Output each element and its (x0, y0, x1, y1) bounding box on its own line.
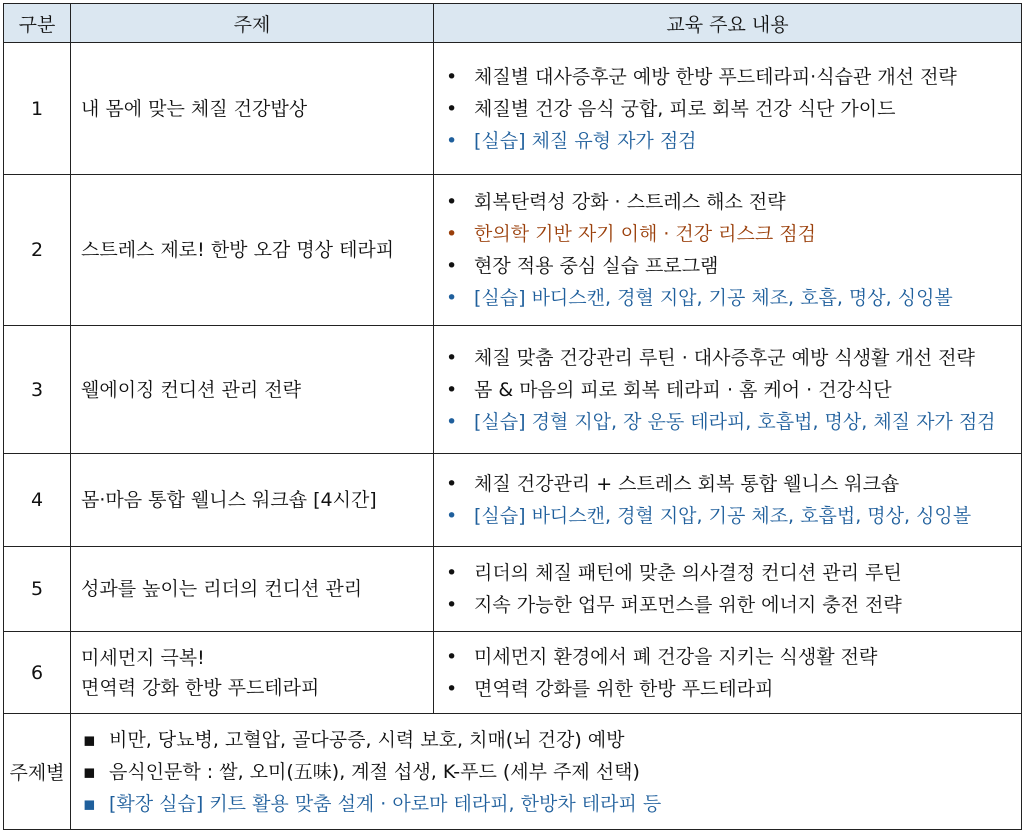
content-item-text: 한의학 기반 자기 이해 · 건강 리스크 점검 (474, 223, 816, 245)
row-topic-line: 스트레스 제로! 한방 오감 명상 테라피 (81, 239, 395, 261)
square-bullet-icon: ▪ (83, 792, 96, 815)
content-list (444, 641, 1021, 705)
bullet-icon: • (446, 129, 458, 152)
row-topic (71, 326, 434, 454)
content-item-text: 몸 & 마음의 피로 회복 테라피 · 홈 케어 · 건강식단 (474, 378, 892, 401)
row-topic (71, 632, 434, 714)
row-topic-line: 성과를 높이는 리더의 컨디션 관리 (81, 578, 363, 600)
row-number: 1 (4, 43, 71, 175)
row-topic-line: 미세먼지 극복! (81, 646, 205, 669)
content-item-text: 미세먼지 환경에서 폐 건강을 지키는 식생활 전략 (474, 645, 878, 668)
table-row (4, 326, 1022, 454)
by-topic-content (71, 714, 1022, 830)
content-item (81, 788, 1021, 820)
header-category: 구분 (4, 4, 71, 43)
content-item-text: [실습] 바디스캔, 경혈 지압, 기공 체조, 호흡, 명상, 싱잉볼 (474, 287, 953, 309)
content-item (444, 557, 1021, 589)
bullet-icon: • (446, 594, 458, 616)
content-item-text: 회복탄력성 강화 · 스트레스 해소 전략 (474, 191, 786, 213)
row-content (434, 175, 1022, 326)
row-topic (71, 175, 434, 326)
bullet-icon: • (446, 645, 458, 668)
content-item-text: 리더의 체질 패턴에 맞춘 의사결정 컨디션 관리 루틴 (474, 562, 902, 584)
bullet-icon: • (446, 223, 458, 245)
content-list (444, 186, 1021, 314)
curriculum-table (3, 3, 1022, 830)
content-item-text: [실습] 체질 유형 자가 점검 (474, 129, 697, 152)
table-row-by-topic (4, 714, 1022, 830)
row-number: 5 (4, 547, 71, 632)
bullet-icon: • (446, 473, 458, 495)
content-item (81, 724, 1021, 756)
content-item-text: 체질별 건강 음식 궁합, 피로 회복 건강 식단 가이드 (474, 97, 896, 120)
square-bullet-icon: ▪ (83, 760, 96, 783)
row-topic (71, 547, 434, 632)
bullet-icon: • (446, 287, 458, 309)
content-item-text: 면역력 강화를 위한 한방 푸드테라피 (474, 677, 774, 700)
content-item (444, 406, 1021, 438)
content-list (444, 61, 1021, 157)
bullet-icon: • (446, 65, 458, 88)
content-item-text: [확장 실습] 키트 활용 맞춤 설계 · 아로마 테라피, 한방차 테라피 등 (109, 792, 662, 815)
row-number: 2 (4, 175, 71, 326)
content-item-text: 체질 맞춤 건강관리 루틴 · 대사증후군 예방 식생활 개선 전략 (474, 346, 975, 369)
content-item (444, 61, 1021, 93)
content-item (444, 250, 1021, 282)
content-item-text: 지속 가능한 업무 퍼포먼스를 위한 에너지 충전 전략 (474, 594, 902, 616)
bullet-icon: • (446, 378, 458, 401)
content-list (81, 724, 1021, 820)
content-item (444, 186, 1021, 218)
row-content (434, 632, 1022, 714)
bullet-icon: • (446, 346, 458, 369)
row-number: 4 (4, 454, 71, 547)
row-number: 6 (4, 632, 71, 714)
content-item-text: 현장 적용 중심 실습 프로그램 (474, 255, 719, 277)
content-item-text: [실습] 바디스캔, 경혈 지압, 기공 체조, 호흡법, 명상, 싱잉볼 (474, 505, 972, 527)
content-item (81, 756, 1021, 788)
content-list (444, 342, 1021, 438)
bullet-icon: • (446, 505, 458, 527)
row-topic-line: 몸·마음 통합 웰니스 워크숍 [4시간] (81, 489, 377, 511)
content-item (444, 342, 1021, 374)
header-content: 교육 주요 내용 (434, 4, 1022, 43)
content-item-text: 체질별 대사증후군 예방 한방 푸드테라피·식습관 개선 전략 (474, 65, 957, 88)
bullet-icon: • (446, 562, 458, 584)
content-item (444, 125, 1021, 157)
row-content (434, 43, 1022, 175)
square-bullet-icon: ▪ (83, 728, 96, 751)
row-topic-line: 웰에이징 컨디션 관리 전략 (81, 378, 302, 401)
row-content (434, 454, 1022, 547)
content-list (444, 468, 1021, 532)
content-item (444, 468, 1021, 500)
row-topic-line: 내 몸에 맞는 체질 건강밥상 (81, 97, 308, 120)
content-list (444, 557, 1021, 621)
row-topic (71, 43, 434, 175)
row-content (434, 326, 1022, 454)
table-row (4, 547, 1022, 632)
content-item (444, 673, 1021, 705)
content-item-text: [실습] 경혈 지압, 장 운동 테라피, 호흡법, 명상, 체질 자가 점검 (474, 410, 996, 433)
content-item (444, 374, 1021, 406)
row-topic (71, 454, 434, 547)
bullet-icon: • (446, 191, 458, 213)
bullet-icon: • (446, 410, 458, 433)
content-item (444, 282, 1021, 314)
content-item (444, 641, 1021, 673)
header-topic: 주제 (71, 4, 434, 43)
row-topic-line: 면역력 강화 한방 푸드테라피 (81, 676, 320, 699)
bullet-icon: • (446, 97, 458, 120)
table-row (4, 632, 1022, 714)
content-item (444, 218, 1021, 250)
row-content (434, 547, 1022, 632)
content-item (444, 589, 1021, 621)
content-item-text: 비만, 당뇨병, 고혈압, 골다공증, 시력 보호, 치매(뇌 건강) 예방 (109, 728, 625, 751)
by-topic-label: 주제별 (4, 714, 71, 830)
content-item (444, 93, 1021, 125)
content-item-text: 체질 건강관리 + 스트레스 회복 통합 웰니스 워크숍 (474, 473, 900, 495)
content-item (444, 500, 1021, 532)
row-number: 3 (4, 326, 71, 454)
table-row (4, 175, 1022, 326)
bullet-icon: • (446, 255, 458, 277)
content-item-text: 음식인문학 : 쌀, 오미(五味), 계절 섭생, K-푸드 (세부 주제 선택) (109, 760, 640, 783)
table-row (4, 43, 1022, 175)
table-header-row (4, 4, 1022, 43)
bullet-icon: • (446, 677, 458, 700)
table-row (4, 454, 1022, 547)
